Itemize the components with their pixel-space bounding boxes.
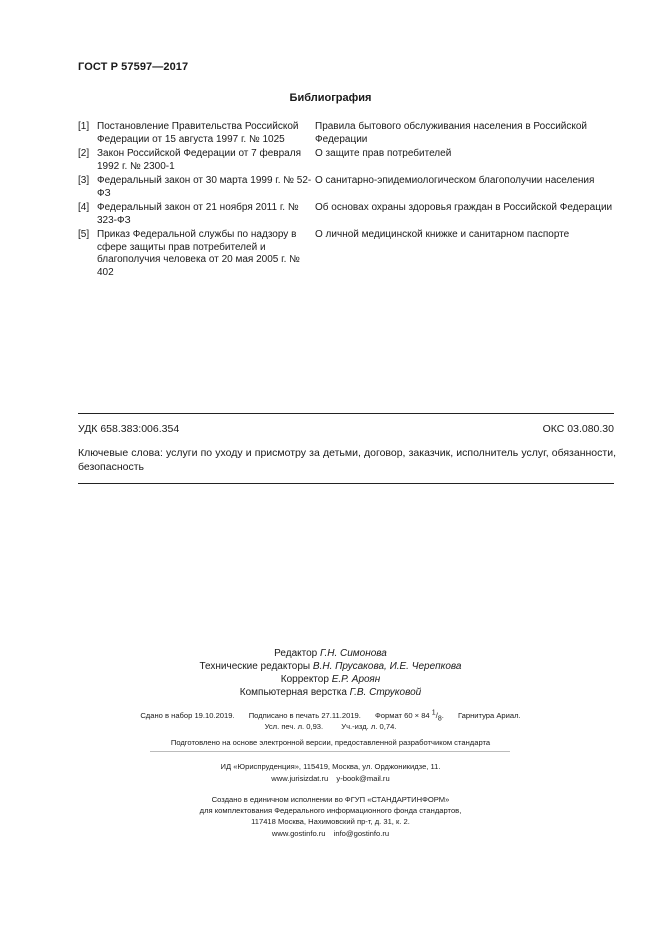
pub-sheets: Уч.-изд. л. 0,74.	[341, 722, 397, 731]
bibliography-entry	[78, 175, 618, 200]
corrector-name: Е.Р. Ароян	[331, 674, 381, 685]
publisher-standartinform	[0, 794, 661, 839]
bibliography-entry	[78, 121, 618, 146]
entry-source: Закон Российской Федерации от 7 февраля 1992 г. № 2300-1	[97, 148, 301, 172]
credits-block	[0, 647, 661, 699]
publisher-divider	[150, 751, 510, 752]
font-info: Гарнитура Ариал.	[457, 710, 521, 720]
bibliography-entry	[78, 229, 618, 279]
document-header: ГОСТ Р 57597—2017	[78, 61, 189, 73]
print-sheets: Усл. печ. л. 0,93.	[264, 722, 324, 731]
tech-editors-names: В.Н. Прусакова, И.Е. Черепкова	[312, 661, 462, 672]
publisher-site-link[interactable]: www.jurisizdat.ru	[271, 773, 329, 783]
entry-title: Правила бытового обслуживания населения в Российской Федерации	[315, 121, 588, 145]
editor-line: Редактор Г.Н. Симонова	[274, 648, 387, 659]
entry-source: Федеральный закон от 30 марта 1999 г. № 52-ФЗ	[97, 175, 312, 199]
top-divider	[78, 413, 614, 414]
entry-number: [2]	[78, 148, 90, 159]
bibliography-list	[78, 121, 618, 281]
format: Формат 60 × 84 $^1/_8$.	[375, 709, 444, 723]
entry-number: [4]	[78, 202, 90, 213]
bibliography-entry	[78, 202, 618, 227]
bibliography-title: Библиография	[289, 92, 372, 104]
publisher-address: ИД «Юриспруденция», 115419, Москва, ул. Орджоникидзе, 11.	[220, 762, 441, 771]
entry-number: [5]	[78, 229, 90, 240]
entry-number: [1]	[78, 121, 90, 132]
gostinfo-email-link[interactable]: info@gostinfo.ru	[333, 828, 390, 838]
entry-title: О личной медицинской книжке и санитарном паспорте	[315, 229, 570, 240]
publication-info	[0, 709, 661, 722]
entry-source: Постановление Правительства Российской Федерации от 15 августа 1997 г. № 1025	[97, 121, 299, 145]
publisher-email-link[interactable]: y-book@mail.ru	[336, 773, 390, 783]
entry-title: О санитарно-эпидемиологическом благополучии населения	[315, 175, 595, 186]
editor-name: Г.Н. Симонова	[320, 648, 387, 659]
created-line: Создано в единичном исполнении во ФГУП «СТАНДАРТИНФОРМ»	[211, 795, 450, 804]
signed-date: Подписано в печать 27.11.2019.	[248, 710, 361, 720]
sheets-info	[0, 722, 661, 731]
entry-number: [3]	[78, 175, 90, 186]
bottom-divider	[78, 483, 614, 484]
entry-source: Федеральный закон от 21 ноября 2011 г. № 323-ФЗ	[97, 202, 299, 226]
layout-name: Г.В. Струковой	[349, 687, 422, 698]
fund-line: для комплектования Федерального информационного фонда стандартов,	[199, 806, 462, 816]
gostinfo-site-link[interactable]: www.gostinfo.ru	[271, 828, 326, 838]
publisher-jurisizdat	[0, 761, 661, 784]
udk-code: УДК 658.383:006.354	[78, 423, 180, 435]
entry-source: Приказ Федеральной службы по надзору в сфере защиты прав потребителей и благополучия человека от 20 мая 2005 г. № 402	[97, 229, 300, 278]
sent-date: Сдано в набор 19.10.2019.	[140, 710, 235, 720]
entry-title: Об основах охраны здоровья граждан в Российской Федерации	[315, 202, 613, 213]
address-line: 117418 Москва, Нахимовский пр-т, д. 31, к. 2.	[251, 817, 410, 827]
keywords: Ключевые слова: услуги по уходу и присмотру за детьми, договор, заказчик, исполнитель услуг, обязанности, безопасность	[78, 447, 616, 473]
entry-title: О защите прав потребителей	[315, 148, 452, 159]
bibliography-entry	[78, 148, 618, 173]
tech-editors-line: Технические редакторы В.Н. Прусакова, И.Е. Черепкова	[199, 661, 462, 672]
oks-code: ОКС 03.080.30	[542, 423, 614, 435]
prepared-note: Подготовлено на основе электронной версии, предоставленной разработчиком стандарта	[170, 738, 491, 747]
corrector-line: Корректор Е.Р. Ароян	[280, 674, 381, 685]
layout-line: Компьютерная верстка Г.В. Струковой	[239, 687, 422, 698]
